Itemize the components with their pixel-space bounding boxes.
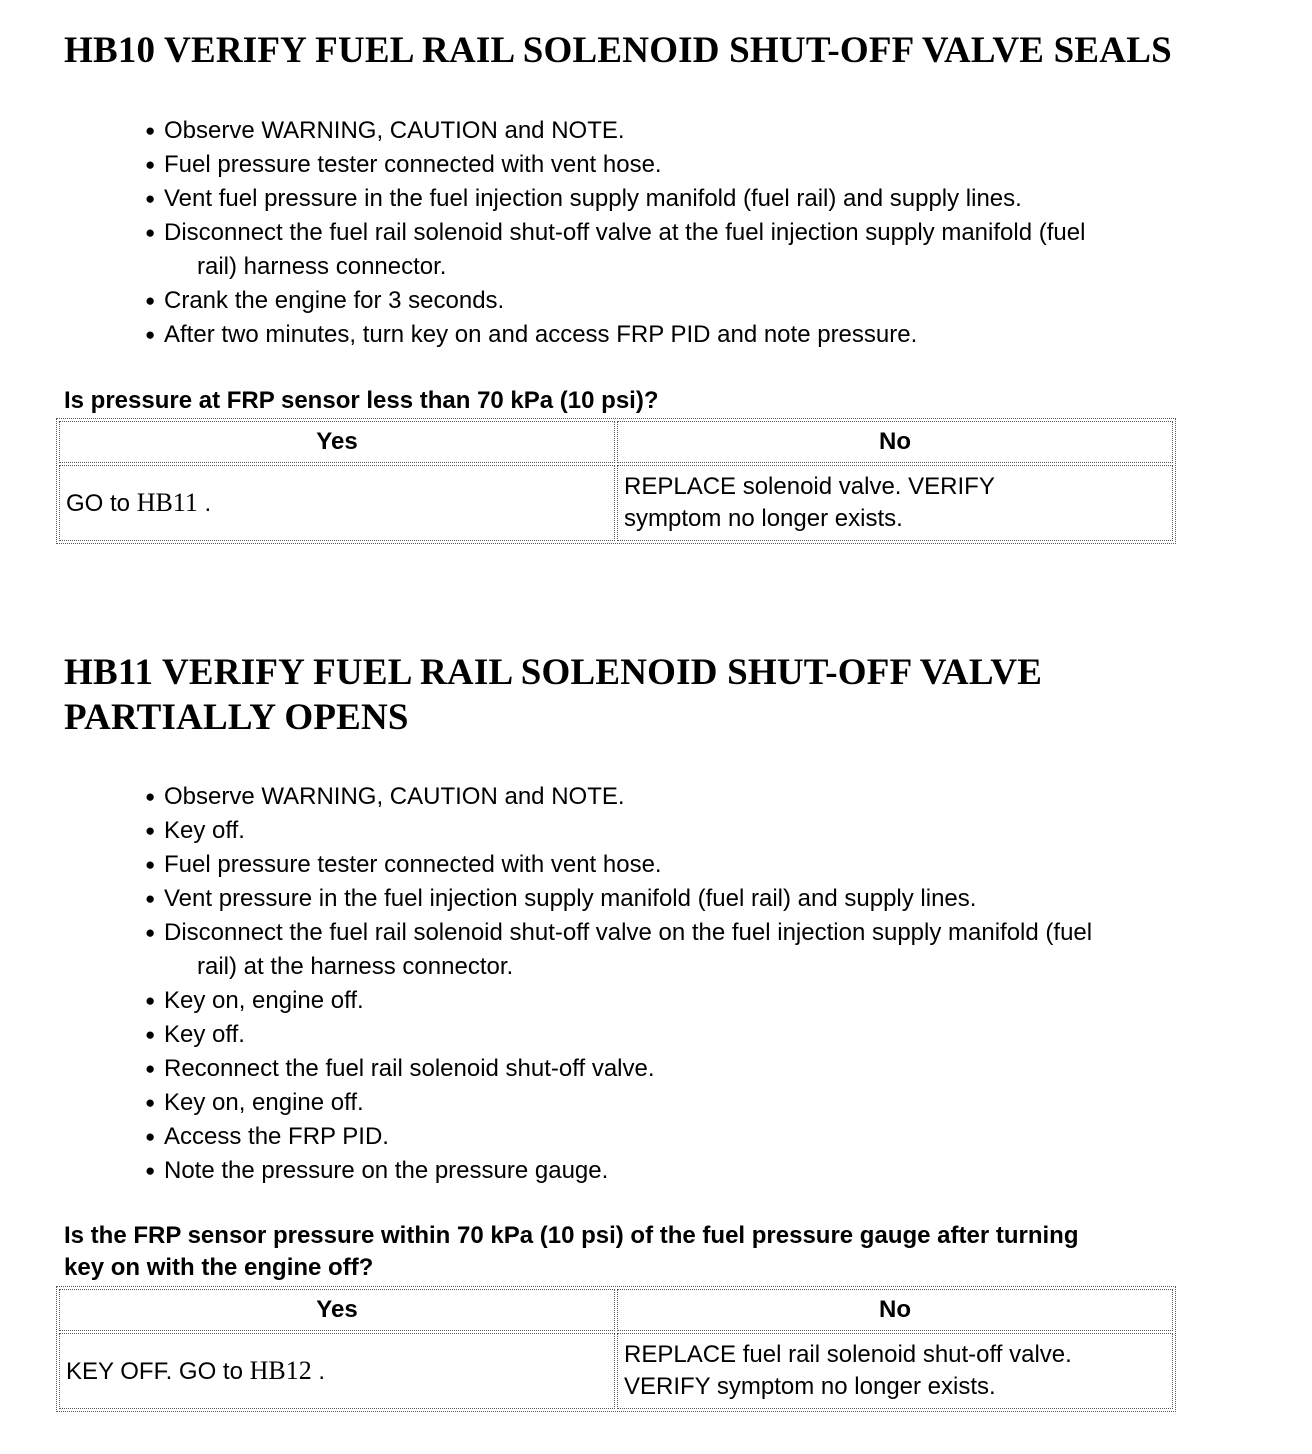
yes-header: Yes xyxy=(59,421,615,463)
no-header: No xyxy=(617,1289,1173,1331)
step-item: ● Reconnect the fuel rail solenoid shut-off valve. xyxy=(145,1052,1255,1086)
bullet-icon: ● xyxy=(145,223,156,242)
no-cell: REPLACE solenoid valve. VERIFY symptom no longer exists. xyxy=(617,465,1173,541)
step-item: ● Disconnect the fuel rail solenoid shut-off valve at the fuel injection supply manifold (fuel rail) harness connector. xyxy=(145,216,1255,284)
no-header: No xyxy=(617,421,1173,463)
step-item: ● Vent fuel pressure in the fuel injection supply manifold (fuel rail) and supply lines. xyxy=(145,182,1255,216)
yes-cell: GO to HB11 . xyxy=(59,465,615,541)
step-item: ● Access the FRP PID. xyxy=(145,1120,1255,1154)
step-item: ● Disconnect the fuel rail solenoid shut-off valve on the fuel injection supply manifold (fuel rail) at the harness connector. xyxy=(145,916,1255,984)
bullet-icon: ● xyxy=(145,1161,156,1180)
bullet-icon: ● xyxy=(145,821,156,840)
step-item: ● After two minutes, turn key on and access FRP PID and note pressure. xyxy=(145,318,1255,352)
step-list xyxy=(145,114,1255,352)
goto-hb11-link[interactable]: HB11 xyxy=(136,487,198,517)
step-item-continuation: rail) harness connector. xyxy=(197,253,447,280)
bullet-icon: ● xyxy=(145,325,156,344)
step-item: ● Crank the engine for 3 seconds. xyxy=(145,284,1255,318)
goto-hb12-link[interactable]: HB12 xyxy=(249,1355,312,1385)
bullet-icon: ● xyxy=(145,923,156,942)
section-title: HB10 VERIFY FUEL RAIL SOLENOID SHUT-OFF VALVE SEALS xyxy=(64,30,1172,71)
bullet-icon: ● xyxy=(145,991,156,1010)
section-hb11 xyxy=(0,650,1312,1400)
section-title: HB11 VERIFY FUEL RAIL SOLENOID SHUT-OFF VALVE PARTIALLY OPENS xyxy=(64,652,1043,738)
bullet-icon: ● xyxy=(145,155,156,174)
step-item: ● Note the pressure on the pressure gauge. xyxy=(145,1154,1255,1188)
answer-table xyxy=(56,1286,1176,1412)
bullet-icon: ● xyxy=(145,1127,156,1146)
bullet-icon: ● xyxy=(145,291,156,310)
bullet-icon: ● xyxy=(145,1025,156,1044)
no-cell: REPLACE fuel rail solenoid shut-off valve. VERIFY symptom no longer exists. xyxy=(617,1333,1173,1409)
bullet-icon: ● xyxy=(145,787,156,806)
yes-header: Yes xyxy=(59,1289,615,1331)
step-item: ● Vent pressure in the fuel injection supply manifold (fuel rail) and supply lines. xyxy=(145,882,1255,916)
bullet-icon: ● xyxy=(145,1093,156,1112)
step-list xyxy=(145,780,1255,1188)
question: Is the FRP sensor pressure within 70 kPa (10 psi) of the fuel pressure gauge after turning key on with the engine off? xyxy=(64,1222,1079,1281)
step-item: ● Key on, engine off. xyxy=(145,1086,1255,1120)
step-item-continuation: rail) at the harness connector. xyxy=(197,953,514,980)
bullet-icon: ● xyxy=(145,855,156,874)
bullet-icon: ● xyxy=(145,1059,156,1078)
answer-table xyxy=(56,418,1176,544)
step-item: ● Key off. xyxy=(145,814,1255,848)
step-item: ● Key off. xyxy=(145,1018,1255,1052)
step-item: ● Observe WARNING, CAUTION and NOTE. xyxy=(145,780,1255,814)
bullet-icon: ● xyxy=(145,121,156,140)
step-item: ● Key on, engine off. xyxy=(145,984,1255,1018)
bullet-icon: ● xyxy=(145,189,156,208)
bullet-icon: ● xyxy=(145,889,156,908)
step-item: ● Observe WARNING, CAUTION and NOTE. xyxy=(145,114,1255,148)
question: Is pressure at FRP sensor less than 70 kPa (10 psi)? xyxy=(64,387,659,414)
step-item: ● Fuel pressure tester connected with vent hose. xyxy=(145,148,1255,182)
yes-cell: KEY OFF. GO to HB12 . xyxy=(59,1333,615,1409)
step-item: ● Fuel pressure tester connected with vent hose. xyxy=(145,848,1255,882)
section-hb10 xyxy=(0,28,1312,532)
